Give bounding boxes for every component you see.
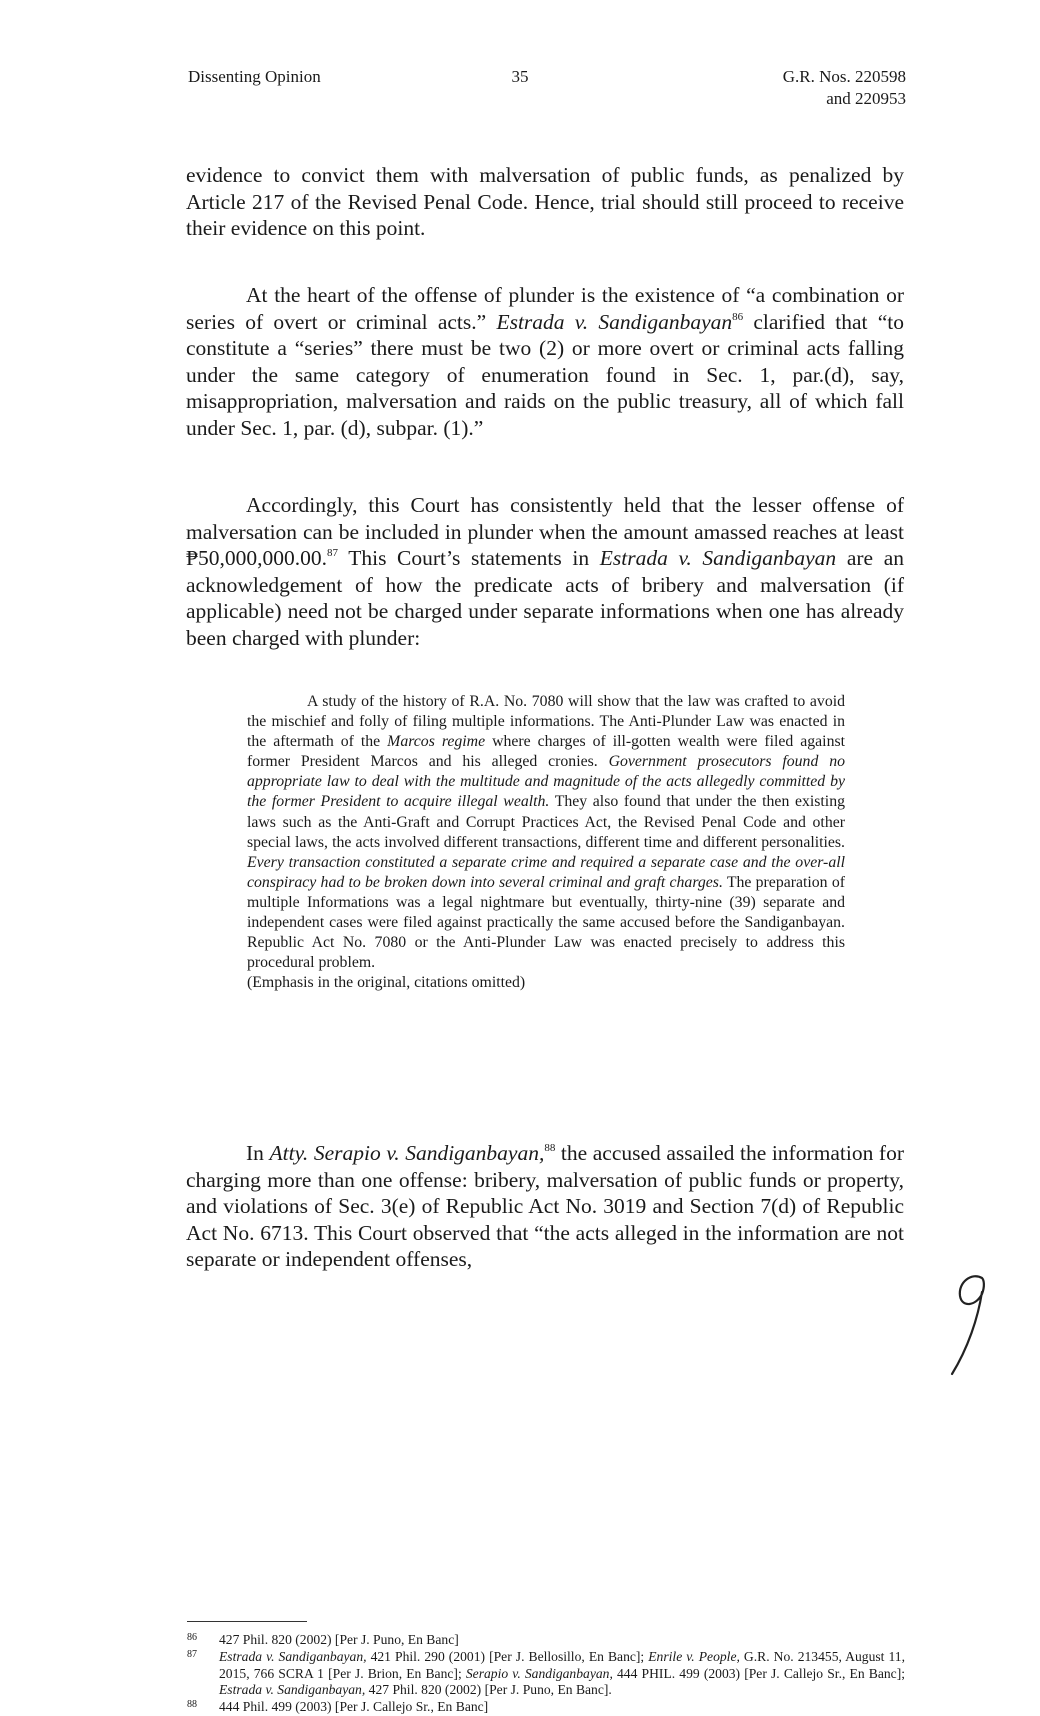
block-quote	[247, 692, 845, 993]
paragraph-text: the accused assailed the information for charging more than one offense: bribery, malversation of public funds or property, and violations of Sec. 3(e) of Republic Act No. 3019 and Section 7(d) of Republic Act No. 6713. This Court observed that “the acts alleged in the information are not separate or independent offenses,	[186, 1141, 904, 1272]
footnote-case: Serapio v. Sandiganbayan,	[465, 1665, 613, 1681]
footnote-text: 427 Phil. 820 (2002) [Per J. Puno, En Banc].	[365, 1682, 612, 1698]
case-number	[783, 66, 906, 110]
footnote-number: 87	[187, 1648, 197, 1660]
footnote-86	[187, 1632, 905, 1649]
paragraph-text: Accordingly, this Court has consistently held that the lesser offense of malversation can be included in plunder when the amount amassed reaches at least ₱50,000,000.00.	[186, 493, 904, 571]
footnote-ref-88[interactable]: 88	[544, 1142, 556, 1154]
quote-text: They also found that under the then existing laws such as the Anti-Graft and Corrupt Practices Act, the Revised Penal Code and other special laws, the acts involved different transactions, different time and different personalities.	[247, 793, 845, 851]
footnote-ref-87[interactable]: 87	[326, 547, 338, 560]
paragraph-serapio	[186, 1140, 904, 1273]
footnote-case: Estrada v. Sandiganbayan,	[219, 1682, 366, 1698]
quote-emphasis: Marcos regime	[387, 733, 486, 751]
case-citation: Estrada v. Sandiganbayan	[599, 546, 837, 571]
footnote-ref-86[interactable]: 86	[732, 310, 744, 323]
footnote-text: 444 Phil. 499 (2003) [Per J. Callejo Sr., En Banc]	[219, 1699, 489, 1715]
paragraph-malversation	[186, 492, 904, 652]
footnote-number: 86	[187, 1632, 197, 1643]
footnote-text: 427 Phil. 820 (2002) [Per J. Puno, En Banc]	[219, 1632, 459, 1647]
case-number-line1: G.R. Nos. 220598	[782, 67, 906, 86]
footnote-87	[187, 1649, 905, 1699]
paragraph-text: At the heart of the offense of plunder is the existence of “a combination or series of overt or criminal acts.”	[186, 283, 904, 334]
footnotes	[187, 1632, 905, 1716]
case-citation: Atty. Serapio v. Sandiganbayan,	[269, 1141, 545, 1165]
footnote-case: Estrada v. Sandiganbayan,	[219, 1648, 367, 1664]
quote-emphasis: Government prosecutors found no appropriate law to deal with the multitude and magnitude of the acts allegedly committed by the former President to acquire illegal wealth.	[247, 753, 845, 811]
paragraph-text: are an acknowledgement of how the predicate acts of bribery and malversation (if applicable) need not be charged under separate informations when one has already been charged with plunder:	[186, 546, 904, 650]
paragraph-text: In	[246, 1141, 270, 1165]
paragraph-continued	[186, 162, 904, 242]
footnote-text: 444 PHIL. 499 (2003) [Per J. Callejo Sr., En Banc];	[612, 1665, 906, 1681]
quote-text: The preparation of multiple Informations was a legal nightmare but eventually, thirty-nine (39) separate and independent cases were filed against practically the same accused before the Sandiganbayan. Republic Act No. 7080 or the Anti-Plunder Law was enacted precisely to address this procedural problem.	[247, 873, 845, 972]
footnote-88	[187, 1699, 905, 1716]
paragraph-text: This Court’s statements in	[337, 546, 600, 571]
footnote-text: 421 Phil. 290 (2001) [Per J. Bellosillo, En Banc];	[366, 1648, 649, 1664]
quote-text: A study of the history of R.A. No. 7080 will show that the law was crafted to avoid the mischief and folly of filing multiple informations. The Anti-Plunder Law was enacted in the aftermath of the	[247, 693, 845, 751]
footnote-number: 88	[187, 1699, 197, 1711]
page-number: 35	[511, 67, 529, 86]
quote-note: (Emphasis in the original, citations omitted)	[247, 974, 526, 992]
handwritten-signature	[946, 1270, 996, 1380]
paragraph-text: evidence to convict them with malversation of public funds, as penalized by Article 217 of the Revised Penal Code. Hence, trial should still proceed to receive their evidence on this point.	[186, 163, 904, 241]
quote-text: where charges of ill-gotten wealth were filed against former President Marcos and his alleged cronies.	[247, 733, 846, 771]
case-number-line2: and 220953	[826, 89, 906, 108]
quote-emphasis: Every transaction constituted a separate crime and required a separate case and the over-all conspiracy had to be broken down into several criminal and graft charges.	[247, 853, 845, 891]
running-header-title: Dissenting Opinion	[188, 67, 321, 86]
paragraph-plunder-definition	[186, 282, 904, 442]
footnote-case: Enrile v. People,	[648, 1648, 740, 1664]
paragraph-text: clarified that “to constitute a “series” there must be two (2) or more overt or criminal acts falling under the same category of enumeration found in Sec. 1, par.(d), say, misappropriation, malversation and raids on the public treasury, all of which fall under Sec. 1, par. (d), subpar. (1).”	[186, 309, 904, 440]
footnote-divider	[187, 1621, 307, 1622]
footnote-text: G.R. No. 213455, August 11, 2015, 766 SCRA 1 [Per J. Brion, En Banc];	[219, 1648, 905, 1681]
case-citation: Estrada v. Sandiganbayan	[496, 309, 733, 334]
